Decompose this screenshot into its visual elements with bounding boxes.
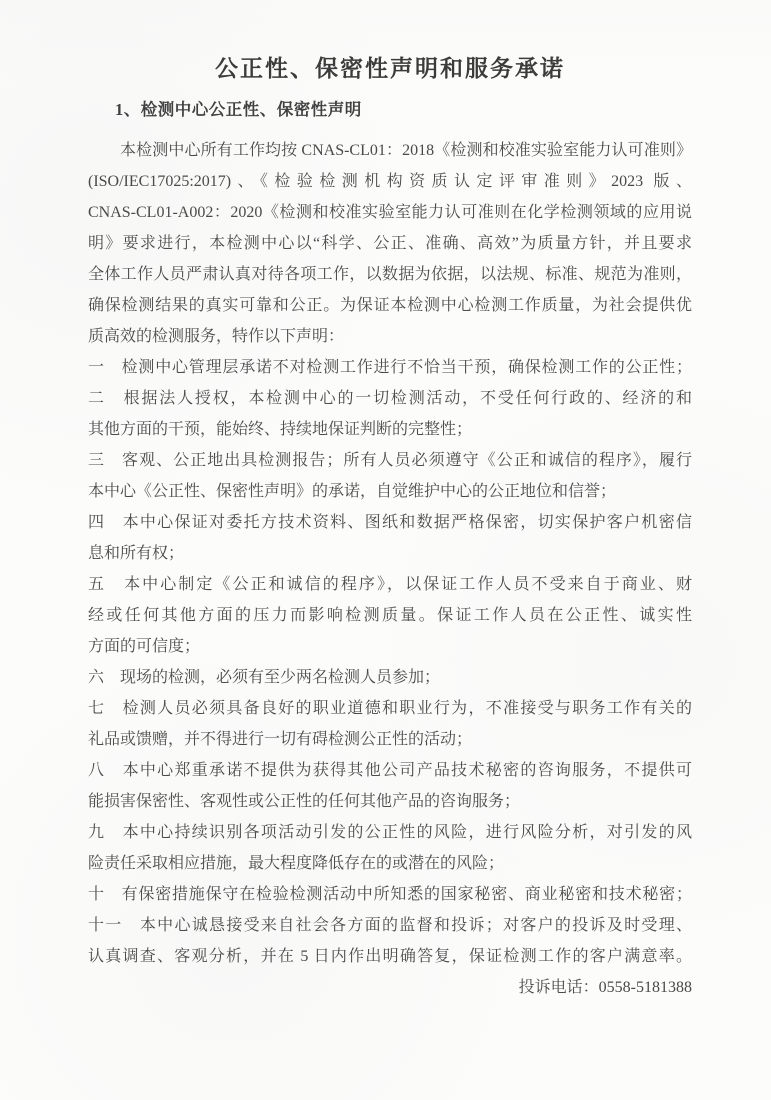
- item-line: 九 本中心持续识别各项活动引发的公正性的风险，进行风险分析，对引发的风: [88, 824, 692, 841]
- item-line: 险责任采取相应措施，最大程度降低存在的或潜在的风险；: [88, 855, 505, 872]
- intro-line: (ISO/IEC17025:2017)、《检验检测机构资质认定评审准则》2023 版、: [88, 173, 692, 190]
- item-line: 能损害保密性、客观性或公正性的任何其他产品的咨询服务；: [88, 793, 521, 810]
- section-heading: 1、检测中心公正性、保密性声明: [115, 100, 362, 119]
- item-line: 五 本中心制定《公正和诚信的程序》，以保证工作人员不受来自于商业、财: [88, 576, 692, 593]
- item-line: 四 本中心保证对委托方技术资料、图纸和数据严格保密，切实保护客户机密信: [88, 514, 692, 531]
- item-line: 经或任何其他方面的压力而影响检测质量。保证工作人员在公正性、诚实性: [88, 607, 692, 624]
- document-body: [88, 135, 692, 1003]
- declaration-item-4: [88, 507, 692, 569]
- item-line: 方面的可信度；: [88, 638, 201, 655]
- intro-line: 明》要求进行，本检测中心以“科学、公正、准确、高效”为质量方针，并且要求: [88, 235, 692, 252]
- item-line: 本中心《公正性、保密性声明》的承诺，自觉维护中心的公正地位和信誉；: [88, 483, 617, 500]
- intro-line: 本检测中心所有工作均按 CNAS-CL01：2018《检测和校准实验室能力认可准则》: [120, 142, 692, 159]
- item-line: 十一 本中心诚恳接受来自社会各方面的监督和投诉；对客户的投诉及时受理、: [88, 917, 692, 934]
- declaration-item-2: [88, 383, 692, 445]
- declaration-item-11: [88, 910, 692, 972]
- declaration-item-10: [88, 879, 692, 910]
- complaint-phone: 投诉电话：0558-5181388: [518, 979, 692, 996]
- item-line: 六 现场的检测，必须有至少两名检测人员参加；: [88, 669, 441, 686]
- intro-line: CNAS-CL01-A002：2020《检测和校准实验室能力认可准则在化学检测领域的应用说: [88, 204, 692, 221]
- item-line: 十 有保密措施保守在检验检测活动中所知悉的国家秘密、商业秘密和技术秘密；: [88, 886, 692, 903]
- intro-paragraph: [88, 135, 692, 352]
- item-line: 认真调查、客观分析，并在 5 日内作出明确答复，保证检测工作的客户满意率。: [88, 948, 692, 965]
- item-line: 一 检测中心管理层承诺不对检测工作进行不恰当干预，确保检测工作的公正性；: [88, 359, 692, 376]
- declaration-item-8: [88, 755, 692, 817]
- declaration-item-7: [88, 693, 692, 755]
- item-line: 礼品或馈赠，并不得进行一切有碍检测公正性的活动；: [88, 731, 473, 748]
- item-line: 息和所有权；: [88, 545, 185, 562]
- item-line: 七 检测人员必须具备良好的职业道德和职业行为，不准接受与职务工作有关的: [88, 700, 692, 717]
- document-title: 公正性、保密性声明和服务承诺: [215, 56, 565, 81]
- item-line: 其他方面的干预，能始终、持续地保证判断的完整性；: [88, 421, 473, 438]
- declaration-item-9: [88, 817, 692, 879]
- item-line: 二 根据法人授权，本检测中心的一切检测活动，不受任何行政的、经济的和: [88, 390, 692, 407]
- item-line: 三 客观、公正地出具检测报告；所有人员必须遵守《公正和诚信的程序》，履行: [88, 452, 692, 469]
- declaration-item-1: [88, 352, 692, 383]
- document-content: [88, 52, 692, 1003]
- intro-line: 质高效的检测服务，特作以下声明：: [88, 328, 345, 345]
- item-line: 八 本中心郑重承诺不提供为获得其他公司产品技术秘密的咨询服务，不提供可: [88, 762, 692, 779]
- declaration-item-6: [88, 662, 692, 693]
- declaration-item-3: [88, 445, 692, 507]
- intro-line: 确保检测结果的真实可靠和公正。为保证本检测中心检测工作质量，为社会提供优: [88, 297, 692, 314]
- intro-line: 全体工作人员严肃认真对待各项工作，以数据为依据，以法规、标准、规范为准则，: [88, 266, 692, 283]
- declaration-item-5: [88, 569, 692, 662]
